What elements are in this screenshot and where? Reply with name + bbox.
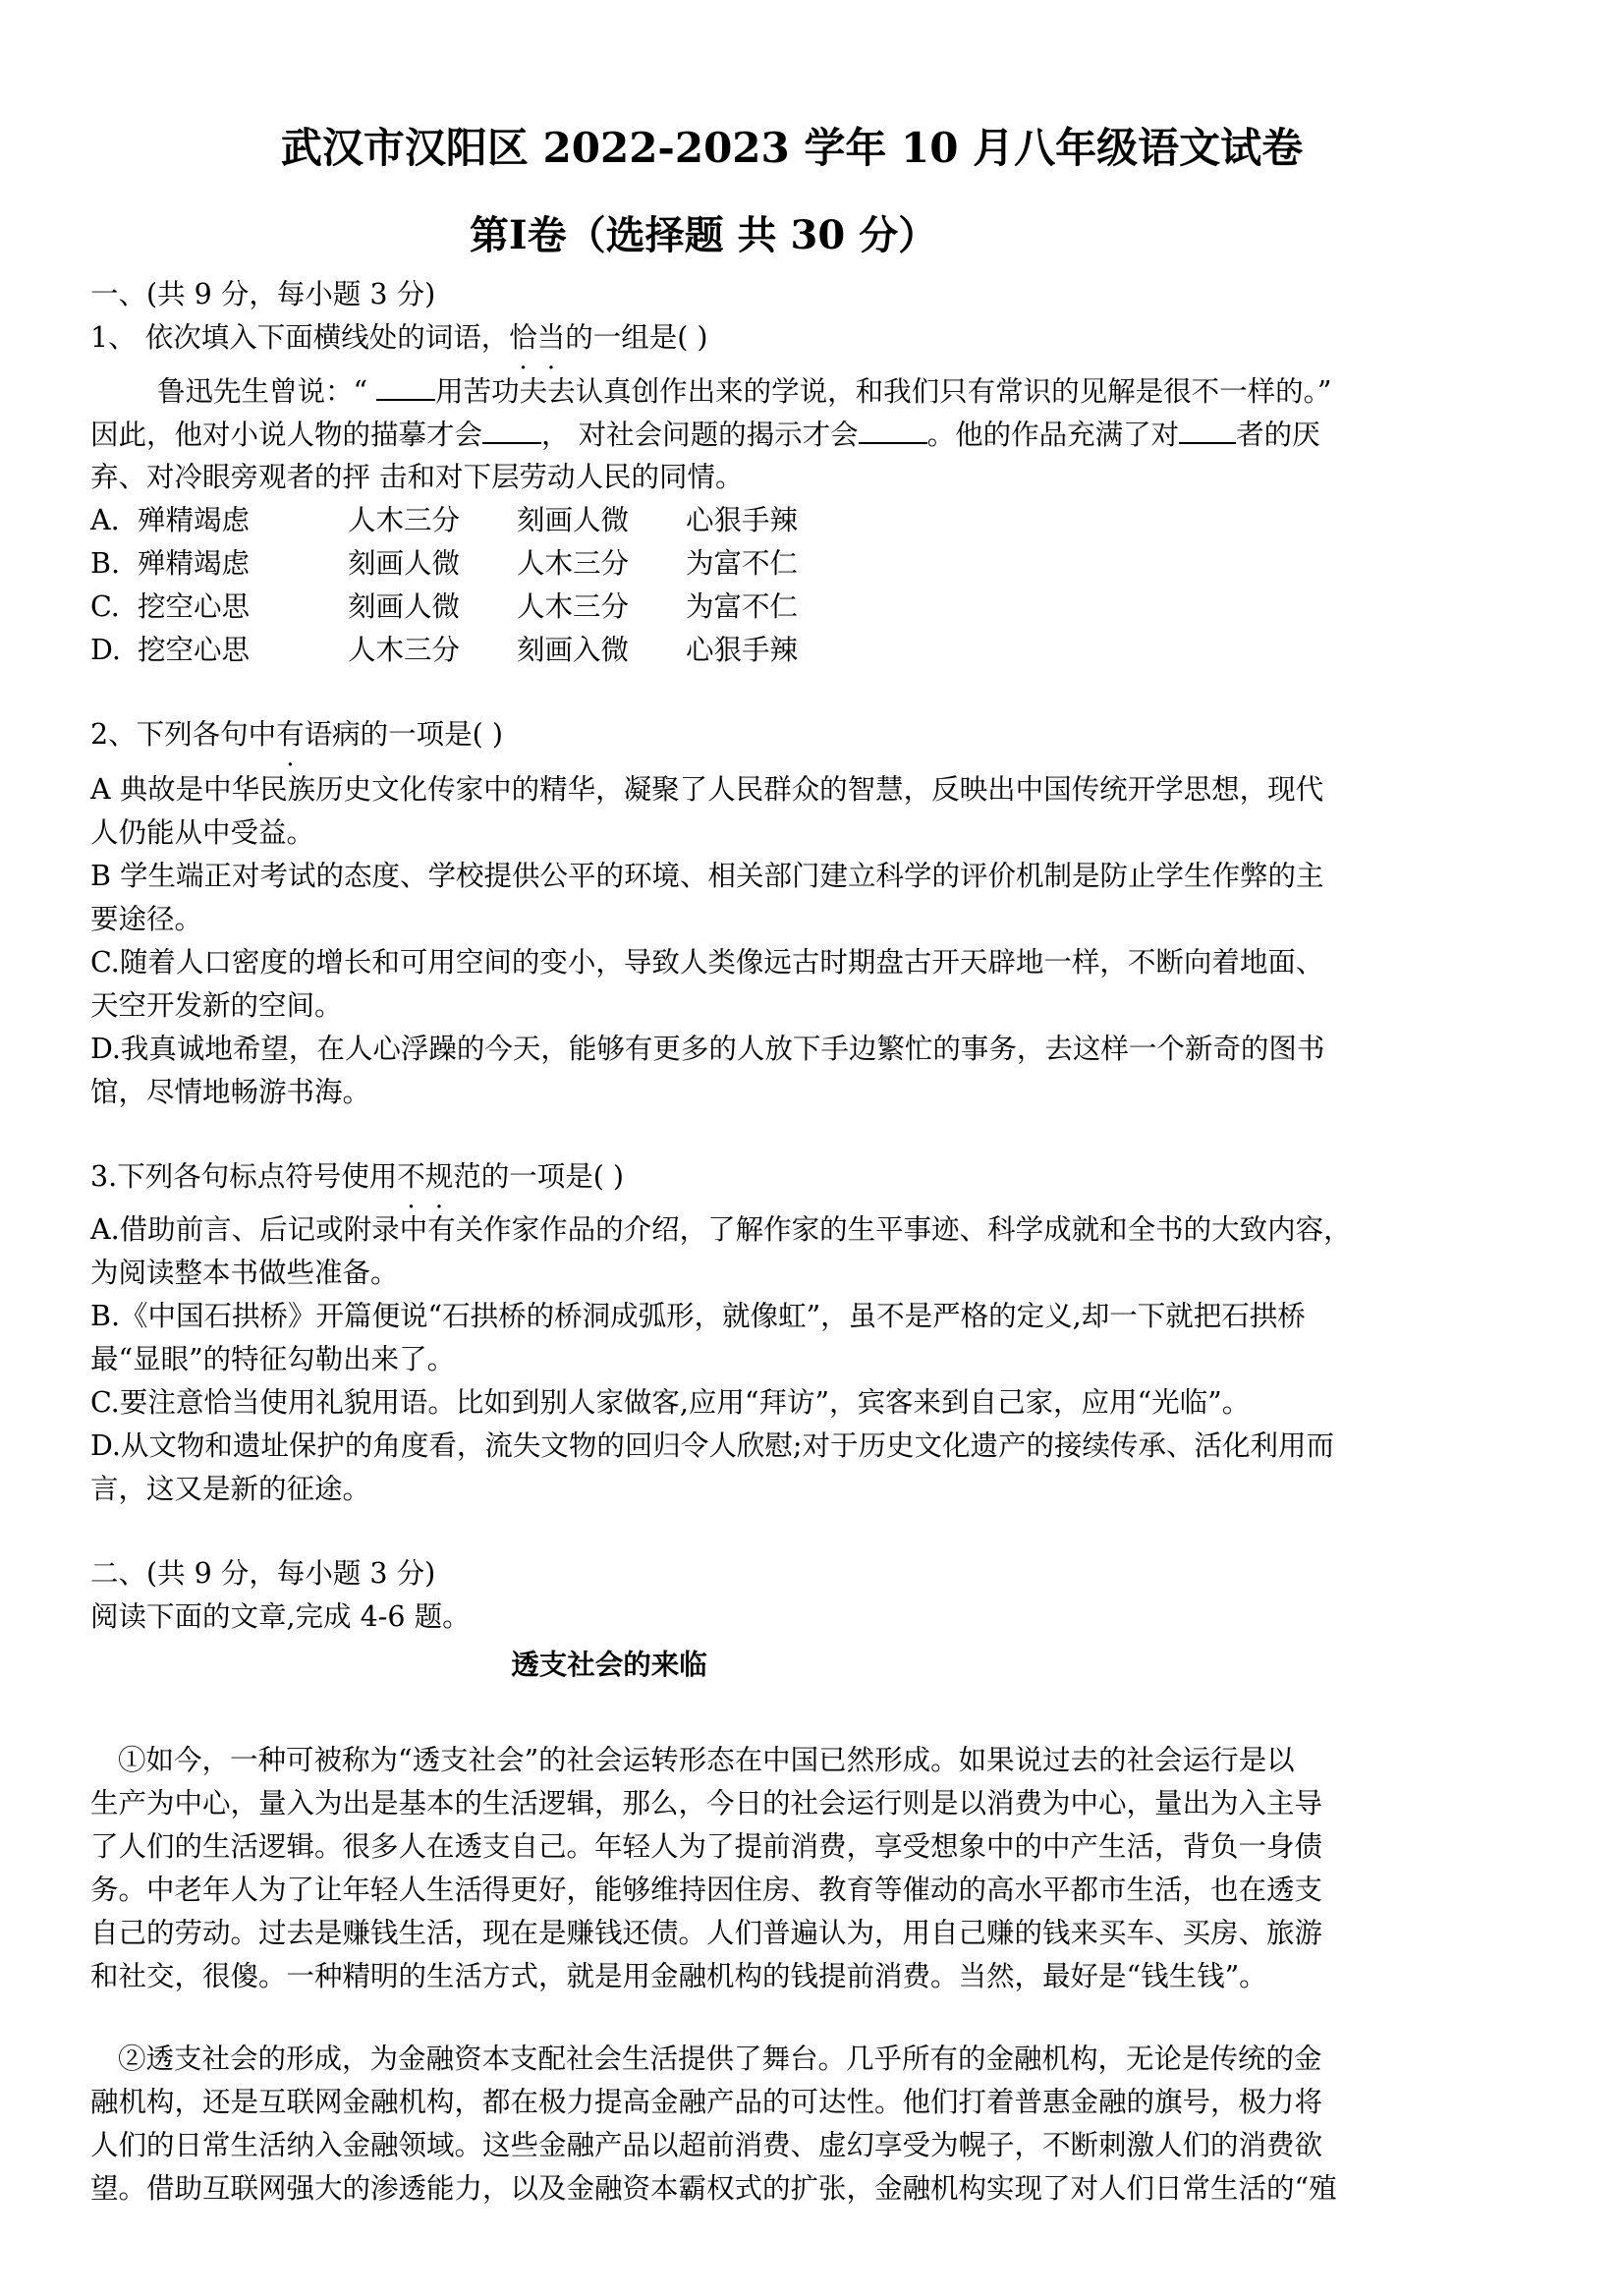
q1-option-d: D. 挖空心思 人木三分 刻画入微 心狠手辣 — [90, 634, 799, 666]
emphasis-char: 不 — [397, 1160, 425, 1193]
fill-blank-3 — [859, 413, 927, 444]
article-para-2-line: ②透支社会的形成，为金融资本支配社会生活提供了舞台。几乎所有的金融机构，无论是传统的金 — [118, 2043, 1322, 2075]
article-para-2-line: 融机构，还是互联网金融机构，都在极力提高金融产品的可达性。他们打着普惠金融的旗号，极力将 — [90, 2086, 1323, 2118]
q3-option-line: C.要注意恰当使用礼貌用语。比如到别人家做客,应用“拜访”，宾客来到自己家，应用“光临”。 — [90, 1386, 1251, 1419]
q1-passage-line-1: 鲁迅先生曾说：“ 用苦功夫去认真创作出来的学说，和我们只有常识的见解是很不一样的。” — [157, 369, 1606, 414]
q2-option-line: 天空开发新的空间。 — [90, 989, 343, 1022]
article-para-1-line: 自己的劳动。过去是赚钱生活，现在是赚钱还债。人们普遍认为，用自己赚的钱来买车、买房、旅游 — [90, 1917, 1323, 1949]
q2-option-line: 要途径。 — [90, 903, 203, 935]
article-para-1-line: ①如今，一种可被称为“透支社会”的社会运转形态在中国已然形成。如果说过去的社会运行是以 — [118, 1744, 1295, 1776]
article-para-2-line: 望。借助互联网强大的渗透能力，以及金融资本霸权式的扩张，金融机构实现了对人们日常生活的“殖 — [90, 2172, 1337, 2205]
section-2-instruction: 阅读下面的文章,完成 4-6 题。 — [90, 1600, 471, 1633]
emphasis-char: 恰 — [509, 321, 537, 354]
exam-subtitle: 第Ⅰ卷（选择题 共 30 分） — [469, 212, 938, 258]
emphasis-char: 有 — [276, 718, 305, 751]
q1-passage-line-2: 因此，他对小说人物的描摹才会 ， 对社会问题的揭示才会 。他的作品充满了对 者的厌 — [90, 413, 1539, 457]
fill-blank-4 — [1179, 413, 1236, 444]
article-para-1-line: 了人们的生活逻辑。很多人在透支自己。年轻人为了提前消费，享受想象中的中产生活，背负一身债 — [90, 1830, 1323, 1863]
article-para-2-line: 人们的日常生活纳入金融领域。这些金融产品以超前消费、虚幻享受为幌子，不断刺激人们的消费欲 — [90, 2129, 1323, 2161]
emphasis-char: 当 — [536, 321, 566, 354]
fill-blank-1 — [376, 369, 435, 401]
q1-option-b: B. 殚精竭虑 刻画人微 人木三分 为富不仁 — [90, 547, 799, 580]
article-title: 透支社会的来临 — [511, 1648, 707, 1681]
q3-option-line: D.从文物和遗址保护的角度看，流失文物的回归令人欣慰;对于历史文化遗产的接续传承、活化利用而 — [90, 1429, 1334, 1462]
article-para-1-line: 务。中老年人为了让年轻人生活得更好，能够维持因住房、教育等催动的高水平都市生活，也在透支 — [90, 1874, 1323, 1906]
emphasis-char: 规 — [424, 1160, 454, 1193]
q3-option-line: 最“显眼”的特征勾勒出来了。 — [90, 1343, 456, 1375]
q3-option-line: 言，这又是新的征途。 — [90, 1473, 371, 1505]
q1-option-a: A. 殚精竭虑 人木三分 刻画人微 心狠手辣 — [90, 504, 799, 536]
q2-option-line: A 典故是中华民族历史文化传家中的精华，凝聚了人民群众的智慧，反映出中国传统开学思想，现代 — [90, 773, 1324, 806]
q2-option-line: C.随着人口密度的增长和可用空间的变小，导致人类像远古时期盘古开天辟地一样，不断向着地面、 — [90, 946, 1324, 979]
q2-option-line: 人仍能从中受益。 — [90, 816, 315, 849]
q3-stem: 3.下列各句标点符号使用不规范的一项是( ) — [90, 1160, 625, 1193]
article-para-1-line: 生产为中心，量入为出是基本的生活逻辑，那么，今日的社会运行则是以消费为中心，量出为入主导 — [90, 1787, 1323, 1820]
fill-blank-2 — [482, 413, 541, 444]
q2-option-line: D.我真诚地希望，在人心浮躁的今天，能够有更多的人放下手边繁忙的事务，去这样一个新奇的图书 — [90, 1033, 1325, 1065]
q1-passage-line-3: 弃、对冷眼旁观者的抨 击和对下层劳动人民的同情。 — [90, 461, 744, 493]
q3-option-line: B.《中国石拱桥》开篇便说“石拱桥的桥洞成弧形，就像虹”，虽不是严格的定义,却一下就把石拱桥 — [90, 1300, 1306, 1332]
q3-option-line: A.借助前言、后记或附录中有关作家作品的介绍，了解作家的生平事迹、科学成就和全书的大致内容， — [90, 1213, 1352, 1246]
q1-option-c: C. 挖空心思 刻画人微 人木三分 为富不仁 — [90, 590, 799, 623]
article-para-1-line: 和社交，很傻。一种精明的生活方式，就是用金融机构的钱提前消费。当然，最好是“钱生钱”。 — [90, 1960, 1267, 1992]
section-2-heading: 二、(共 9 分，每小题 3 分) — [90, 1557, 436, 1590]
exam-title: 武汉市汉阳区 2022-2023 学年 10 月八年级语文试卷 — [280, 124, 1304, 172]
q2-option-line: 馆，尽情地畅游书海。 — [90, 1076, 371, 1108]
q1-stem: 1、 依次填入下面横线处的词语，恰当的一组是( ) — [90, 321, 708, 354]
q2-option-line: B 学生端正对考试的态度、学校提供公平的环境、相关部门建立科学的评价机制是防止学生作弊的主 — [90, 860, 1324, 892]
section-1-heading: 一、(共 9 分，每小题 3 分) — [90, 278, 436, 310]
q2-stem: 2、下列各句中有语病的一项是( ) — [90, 718, 503, 751]
q3-option-line: 为阅读整本书做些准备。 — [90, 1257, 399, 1289]
